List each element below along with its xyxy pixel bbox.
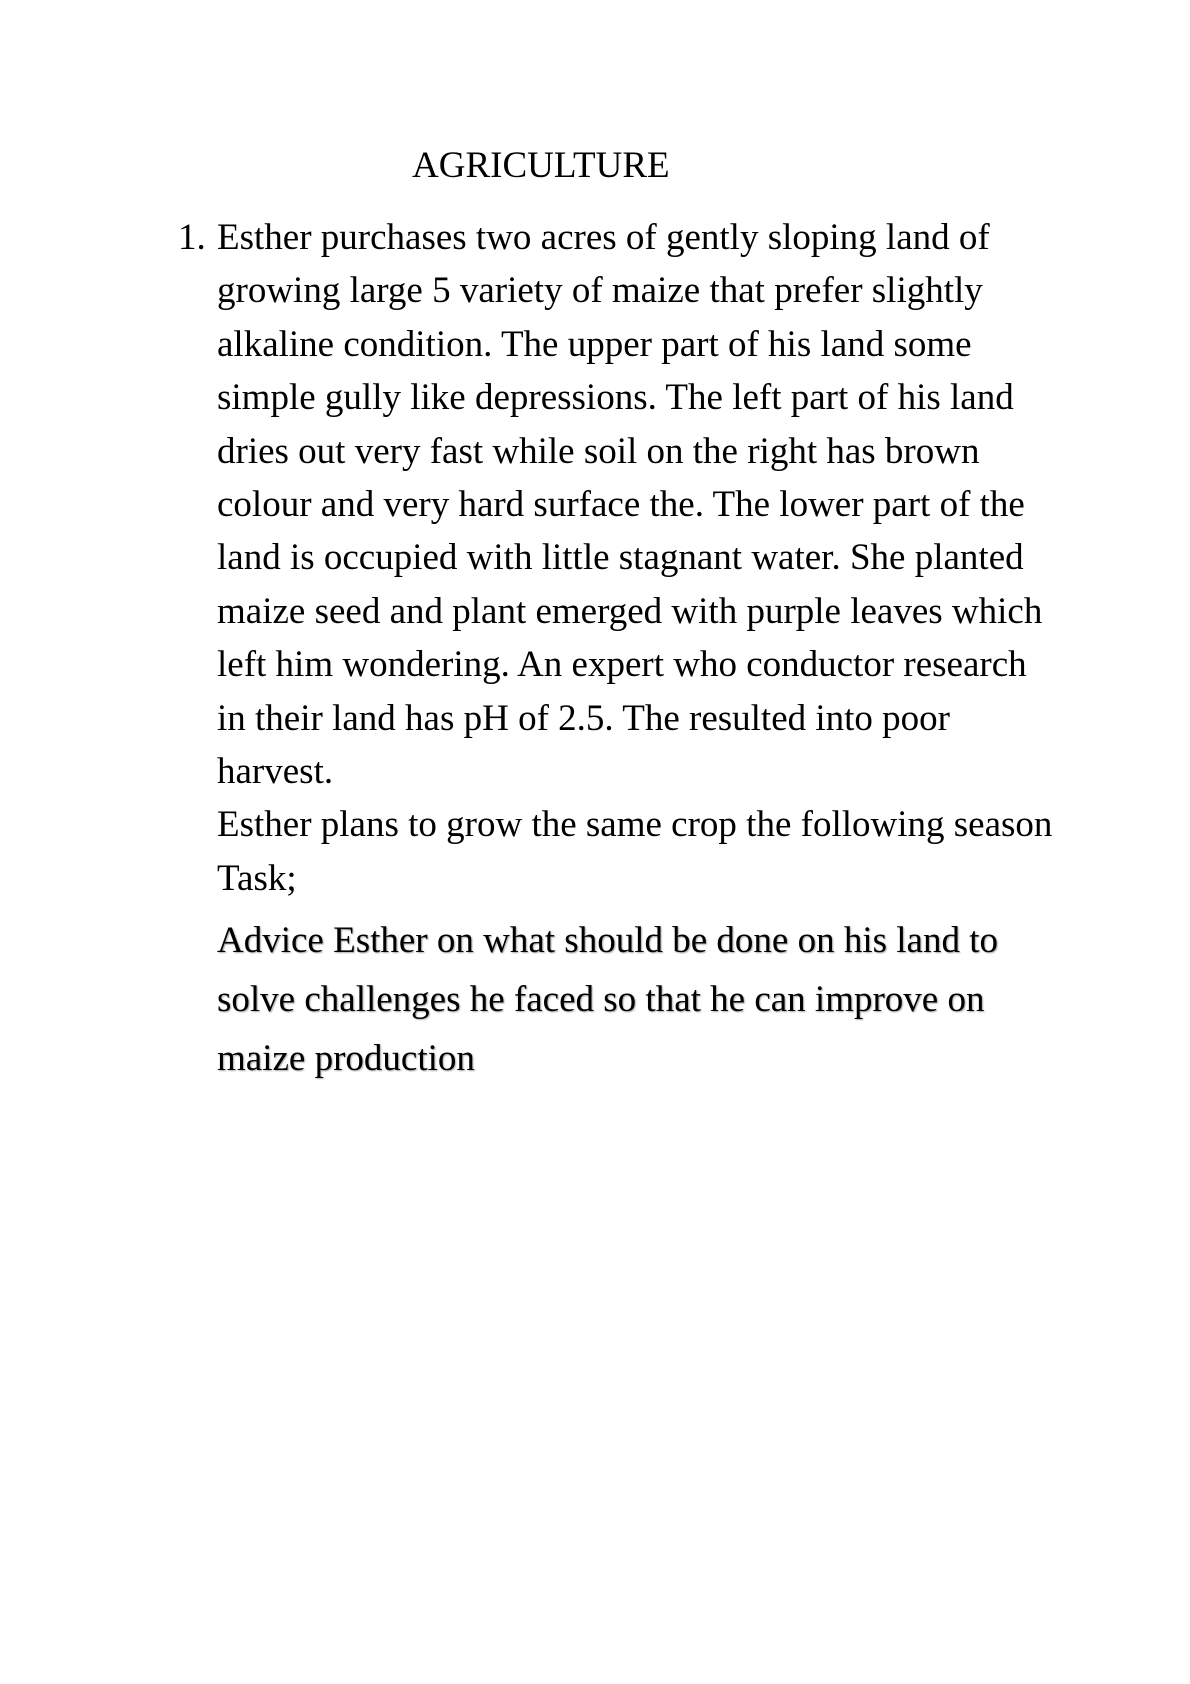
task-text: Advice Esther on what should be done on his land to solve challenges he faced so that he can improve on maize production bbox=[217, 920, 998, 1080]
question-scenario: Esther purchases two acres of gently sloping land of growing large 5 variety of maize that prefer slightly alkaline condition. The upper part of his land some simple gully like depressions. The left part of his land dries out very fast while soil on the right has brown colour and very hard surface the. The lower part of the land is occupied with little stagnant water. She planted maize seed and plant emerged with purple leaves which left him wondering. An expert who conductor research in their land has pH of 2.5. The resulted into poor harvest. bbox=[217, 217, 1043, 793]
question-body bbox=[217, 211, 1057, 1088]
document-title: AGRICULTURE bbox=[412, 145, 670, 186]
question-plan: Esther plans to grow the same crop the following season bbox=[217, 804, 1053, 846]
task-label: Task; bbox=[217, 857, 297, 899]
question-number: 1. bbox=[178, 217, 206, 258]
